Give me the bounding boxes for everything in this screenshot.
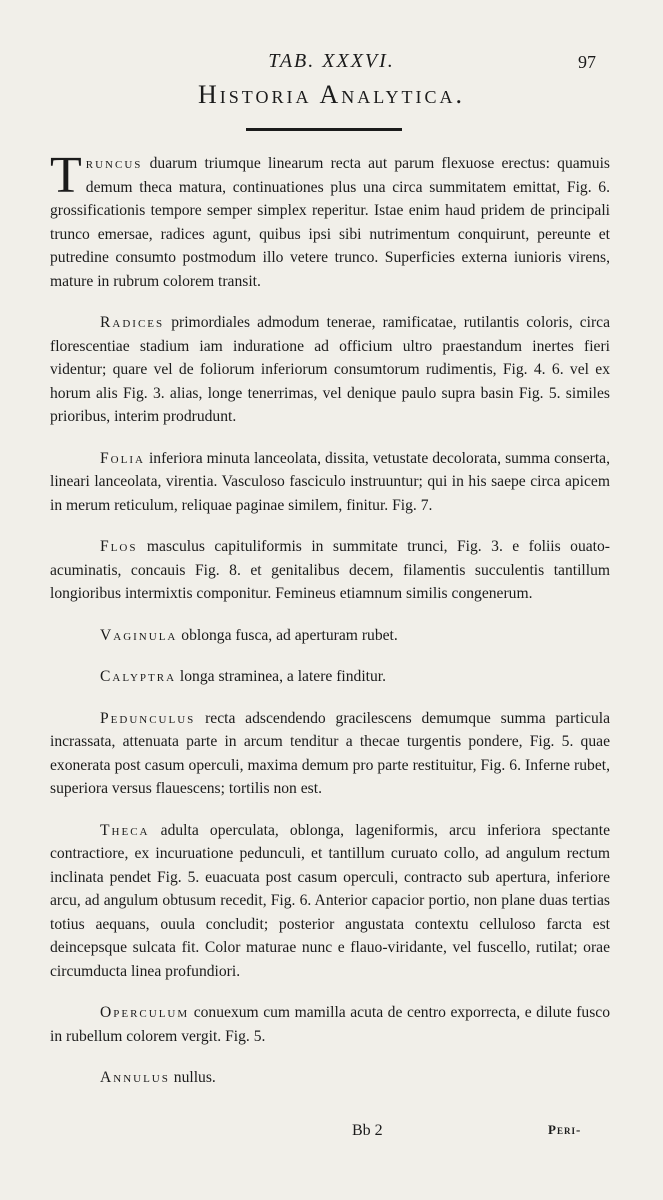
paragraph-text: adulta operculata, oblonga, lageniformis, arcu inferiora spectante contractiore, ex incuruatione pedunculi, et tantillum curuato collo, ad angulum rectum inclinata pendet Fig. 5. euacuata post casum operculi, contracto sub apertura, inferiore arcu, ad angulum obtusum recedit, Fig. 6. Anterior capacior portio, non plane duas tertias totius aequans, ouula concludit; posterior angustata contextu celluloso farcta est deincepsque sulcata fit. Color maturae nunc e flauo-viridante, vel fuscello, rutilat; orae circumducta linea profundiori. xyxy=(50,821,610,980)
body-text xyxy=(50,147,610,1108)
lead-word: Calyptra xyxy=(100,668,177,685)
title-rule xyxy=(246,128,402,131)
paragraph-text: inferiora minuta lanceolata, dissita, vetustate decolorata, summa conserta, lineari lanceolata, virentia. Vasculoso fasciculo instruuntur; qui in his saepe circa apicem in merum reticulum, reliquae paginae similem, finitur. Fig. 7. xyxy=(50,449,610,514)
page-number: 97 xyxy=(578,52,596,72)
paragraph-text: oblonga fusca, ad aperturam rubet. xyxy=(177,626,398,644)
drop-cap: T xyxy=(50,147,82,204)
paragraph-radices xyxy=(50,311,610,429)
paragraph-folia xyxy=(50,447,610,518)
lead-word: runcus xyxy=(85,155,143,172)
paragraph-text: primordiales admodum tenerae, ramificatae, rutilantis coloris, circa florescentiae stadium iam induratione ad officium ultro praestandum inertes fieri videntur; quare vel de foliorum inferiorum consumtorum rudimentis, Fig. 4. 6. vel ex horum alis Fig. 3. alias, longe tenerrimas, vel denique paulo supra basin Fig. 5. similes prioribus, interim prodrudunt. xyxy=(50,314,610,425)
paragraph-text: duarum triumque linearum recta aut parum flexuose erectus: quamuis demum theca matura, continuationes plus una circa summitatem emittat, Fig. 6. grossificationis tempore semper simplex reperitur. Istae enim haud pridem de principali trunco emersae, radices agunt, quibus ipsi sibi nutrimentum conquirunt, pereunte et putredine consumto postmodum illo vetere trunco. Superficies externa iunioris virens, mature in rubrum colorem transit. xyxy=(50,155,610,290)
lead-word: Folia xyxy=(100,449,145,467)
lead-word: Radices xyxy=(100,314,165,331)
paragraph-operculum xyxy=(50,1001,610,1048)
lead-word: Flos xyxy=(100,538,138,555)
lead-word: Theca xyxy=(100,821,150,839)
lead-word: Operculum xyxy=(100,1004,190,1021)
lead-word: Annulus xyxy=(100,1069,170,1086)
paragraph-text: longa straminea, a latere finditur. xyxy=(176,668,387,685)
paragraph-annulus xyxy=(50,1066,610,1090)
paragraph-text: recta adscendendo gracilescens demumque summa particula incrassata, attenuata parte in arcum tenditur a thecae turgentis pondere, Fig. 5. quae exonerata post casum operculi, maxima demum pro parte restituitur, Fig. 6. Inferne rubet, superiora versus flauescens; tortilis non est. xyxy=(50,709,610,797)
paragraph-theca xyxy=(50,819,610,984)
paragraph-text: conuexum cum mamilla acuta de centro exporrecta, e dilute fusco in rubellum colorem vergit. Fig. 5. xyxy=(50,1004,610,1045)
lead-word: Vaginula xyxy=(100,626,178,644)
paragraph-text: nullus. xyxy=(169,1069,216,1086)
lead-word: Pedunculus xyxy=(100,709,196,727)
paragraph-pedunculus xyxy=(50,707,610,801)
catchword: Peri- xyxy=(548,1122,582,1137)
paragraph-vaginula xyxy=(50,624,610,648)
paragraph-truncus xyxy=(50,147,610,293)
paragraph-flos xyxy=(50,535,610,606)
page-title: Historia Analytica. xyxy=(198,80,465,109)
paragraph-calyptra xyxy=(50,665,610,689)
signature-mark: Bb 2 xyxy=(352,1122,383,1139)
paragraph-text: masculus capituliformis in summitate trunci, Fig. 3. e foliis ouato-acuminatis, concauis Fig. 8. et genitalibus decem, filamentis succulentis tantillum longioribus intermixtis componitur. Femineus etiamnum similis congenerum. xyxy=(50,538,610,602)
plate-label: TAB. XXXVI. xyxy=(268,50,395,72)
